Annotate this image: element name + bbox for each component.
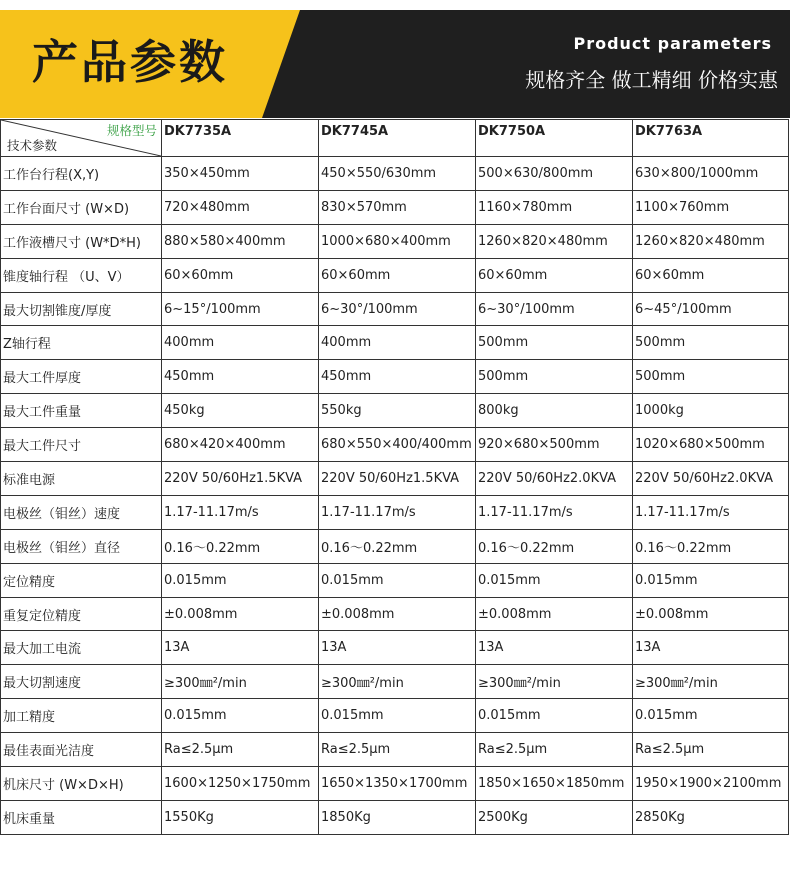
table-cell: ≥300㎜²/min bbox=[162, 665, 319, 699]
row-label: 工作台行程(X,Y) bbox=[1, 157, 162, 191]
table-cell: 400mm bbox=[162, 326, 319, 360]
table-row bbox=[1, 563, 789, 597]
table-row bbox=[1, 428, 789, 462]
table-row bbox=[1, 495, 789, 529]
row-label: 工作液槽尺寸 (W*D*H) bbox=[1, 224, 162, 258]
subtitle-english: Product parameters bbox=[573, 34, 772, 53]
table-cell: 500mm bbox=[633, 360, 789, 394]
table-cell: 6~30°/100mm bbox=[476, 292, 633, 326]
table-cell: 450×550/630mm bbox=[319, 157, 476, 191]
table-row bbox=[1, 394, 789, 428]
table-row bbox=[1, 665, 789, 699]
row-label: 定位精度 bbox=[1, 563, 162, 597]
table-cell: 0.015mm bbox=[633, 699, 789, 733]
table-cell: 1000×680×400mm bbox=[319, 224, 476, 258]
model-header: DK7735A bbox=[162, 120, 319, 157]
table-cell: 6~15°/100mm bbox=[162, 292, 319, 326]
table-cell: ≥300㎜²/min bbox=[319, 665, 476, 699]
table-cell: 60×60mm bbox=[633, 258, 789, 292]
row-label: 电极丝（钼丝）直径 bbox=[1, 529, 162, 563]
row-label: Z轴行程 bbox=[1, 326, 162, 360]
table-cell: 450mm bbox=[319, 360, 476, 394]
table-cell: 1260×820×480mm bbox=[633, 224, 789, 258]
row-label: 最大切割速度 bbox=[1, 665, 162, 699]
table-cell: 0.16～0.22mm bbox=[476, 529, 633, 563]
table-cell: 6~45°/100mm bbox=[633, 292, 789, 326]
row-label: 电极丝（钼丝）速度 bbox=[1, 495, 162, 529]
table-row bbox=[1, 529, 789, 563]
table-cell: 1.17-11.17m/s bbox=[633, 495, 789, 529]
table-cell: 550kg bbox=[319, 394, 476, 428]
table-cell: 680×550×400/400mm bbox=[319, 428, 476, 462]
table-cell: 60×60mm bbox=[476, 258, 633, 292]
table-cell: 2500Kg bbox=[476, 800, 633, 834]
row-label: 最大工件厚度 bbox=[1, 360, 162, 394]
row-label: 最大工件尺寸 bbox=[1, 428, 162, 462]
table-cell: 13A bbox=[319, 631, 476, 665]
table-cell: 220V 50/60Hz1.5KVA bbox=[319, 462, 476, 496]
table-cell: 1020×680×500mm bbox=[633, 428, 789, 462]
row-label: 最佳表面光洁度 bbox=[1, 733, 162, 767]
table-cell: 13A bbox=[162, 631, 319, 665]
table-cell: Ra≤2.5μm bbox=[633, 733, 789, 767]
table-cell: Ra≤2.5μm bbox=[162, 733, 319, 767]
table-row bbox=[1, 258, 789, 292]
table-row bbox=[1, 326, 789, 360]
table-row bbox=[1, 733, 789, 767]
table-cell: ±0.008mm bbox=[162, 597, 319, 631]
table-row bbox=[1, 360, 789, 394]
table-cell: 220V 50/60Hz2.0KVA bbox=[476, 462, 633, 496]
table-cell: 6~30°/100mm bbox=[319, 292, 476, 326]
table-cell: ±0.008mm bbox=[476, 597, 633, 631]
table-cell: 13A bbox=[476, 631, 633, 665]
table-cell: ≥300㎜²/min bbox=[476, 665, 633, 699]
table-cell: 450kg bbox=[162, 394, 319, 428]
table-cell: 1.17-11.17m/s bbox=[162, 495, 319, 529]
page-title: 产品参数 bbox=[32, 35, 228, 89]
table-cell: 1260×820×480mm bbox=[476, 224, 633, 258]
table-cell: 920×680×500mm bbox=[476, 428, 633, 462]
table-row bbox=[1, 699, 789, 733]
row-label: 锥度轴行程 （U、V） bbox=[1, 258, 162, 292]
table-cell: 0.16～0.22mm bbox=[319, 529, 476, 563]
table-header-row bbox=[1, 120, 789, 157]
header-banner bbox=[0, 10, 790, 118]
corner-model-label: 规格型号 bbox=[106, 123, 157, 138]
table-row bbox=[1, 800, 789, 834]
table-cell: 1000kg bbox=[633, 394, 789, 428]
table-row bbox=[1, 462, 789, 496]
table-cell: 400mm bbox=[319, 326, 476, 360]
table-cell: 350×450mm bbox=[162, 157, 319, 191]
table-cell: 680×420×400mm bbox=[162, 428, 319, 462]
table-row bbox=[1, 292, 789, 326]
row-label: 机床重量 bbox=[1, 800, 162, 834]
table-cell: 0.015mm bbox=[319, 699, 476, 733]
table-cell: 1950×1900×2100mm bbox=[633, 767, 789, 801]
table-cell: 1.17-11.17m/s bbox=[319, 495, 476, 529]
table-cell: 2850Kg bbox=[633, 800, 789, 834]
table-cell: 13A bbox=[633, 631, 789, 665]
table-cell: ≥300㎜²/min bbox=[633, 665, 789, 699]
table-cell: 0.015mm bbox=[476, 563, 633, 597]
table-cell: 500mm bbox=[633, 326, 789, 360]
table-cell: 1550Kg bbox=[162, 800, 319, 834]
subtitle-chinese: 规格齐全 做工精细 价格实惠 bbox=[525, 68, 778, 92]
table-cell: 830×570mm bbox=[319, 190, 476, 224]
table-cell: Ra≤2.5μm bbox=[476, 733, 633, 767]
table-cell: 220V 50/60Hz1.5KVA bbox=[162, 462, 319, 496]
row-label: 最大加工电流 bbox=[1, 631, 162, 665]
table-cell: 0.16～0.22mm bbox=[633, 529, 789, 563]
table-cell: 0.015mm bbox=[162, 699, 319, 733]
table-cell: 720×480mm bbox=[162, 190, 319, 224]
row-label: 重复定位精度 bbox=[1, 597, 162, 631]
row-label: 加工精度 bbox=[1, 699, 162, 733]
table-cell: ±0.008mm bbox=[633, 597, 789, 631]
model-header: DK7763A bbox=[633, 120, 789, 157]
table-cell: 800kg bbox=[476, 394, 633, 428]
row-label: 最大切割锥度/厚度 bbox=[1, 292, 162, 326]
row-label: 标准电源 bbox=[1, 462, 162, 496]
table-cell: 500×630/800mm bbox=[476, 157, 633, 191]
table-cell: 1100×760mm bbox=[633, 190, 789, 224]
table-cell: 220V 50/60Hz2.0KVA bbox=[633, 462, 789, 496]
table-cell: ±0.008mm bbox=[319, 597, 476, 631]
table-cell: 1160×780mm bbox=[476, 190, 633, 224]
row-label: 工作台面尺寸 (W×D) bbox=[1, 190, 162, 224]
spec-table bbox=[0, 119, 789, 835]
table-cell: 60×60mm bbox=[162, 258, 319, 292]
table-cell: 1850Kg bbox=[319, 800, 476, 834]
table-cell: 500mm bbox=[476, 326, 633, 360]
table-cell: 0.015mm bbox=[633, 563, 789, 597]
table-cell: 500mm bbox=[476, 360, 633, 394]
table-row bbox=[1, 767, 789, 801]
table-cell: 0.015mm bbox=[162, 563, 319, 597]
corner-cell bbox=[1, 120, 162, 157]
table-cell: Ra≤2.5μm bbox=[319, 733, 476, 767]
table-row bbox=[1, 224, 789, 258]
table-cell: 1600×1250×1750mm bbox=[162, 767, 319, 801]
corner-param-label: 技术参数 bbox=[7, 138, 58, 153]
table-cell: 60×60mm bbox=[319, 258, 476, 292]
row-label: 机床尺寸 (W×D×H) bbox=[1, 767, 162, 801]
table-cell: 0.015mm bbox=[319, 563, 476, 597]
table-cell: 1.17-11.17m/s bbox=[476, 495, 633, 529]
table-cell: 0.015mm bbox=[476, 699, 633, 733]
table-cell: 450mm bbox=[162, 360, 319, 394]
model-header: DK7750A bbox=[476, 120, 633, 157]
table-row bbox=[1, 631, 789, 665]
row-label: 最大工件重量 bbox=[1, 394, 162, 428]
table-cell: 0.16～0.22mm bbox=[162, 529, 319, 563]
table-row bbox=[1, 597, 789, 631]
table-cell: 1850×1650×1850mm bbox=[476, 767, 633, 801]
table-cell: 1650×1350×1700mm bbox=[319, 767, 476, 801]
table-cell: 880×580×400mm bbox=[162, 224, 319, 258]
model-header: DK7745A bbox=[319, 120, 476, 157]
table-row bbox=[1, 190, 789, 224]
table-row bbox=[1, 157, 789, 191]
table-cell: 630×800/1000mm bbox=[633, 157, 789, 191]
